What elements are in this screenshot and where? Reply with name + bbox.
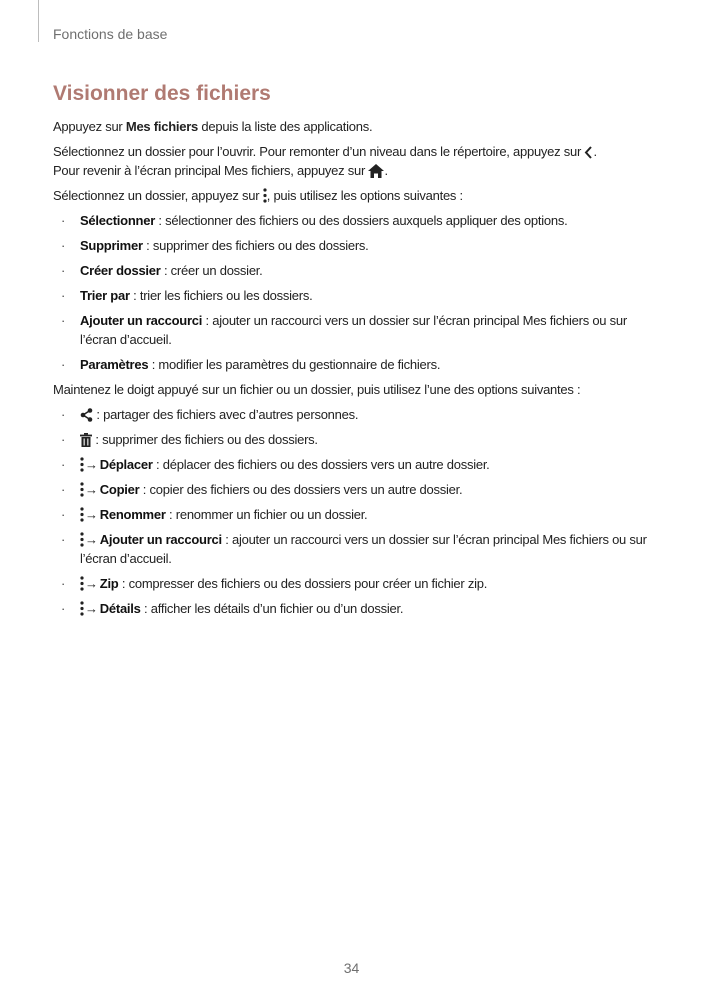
nav-text-2: Pour revenir à l’écran principal Mes fichiers, appuyez sur <box>53 163 369 178</box>
list-item <box>53 355 648 374</box>
option-term: Détails <box>99 601 141 616</box>
list-item <box>53 286 648 305</box>
option-term: Déplacer <box>99 457 153 472</box>
file-options-list <box>53 405 648 618</box>
folder-options-text-end: , puis utilisez les options suivantes : <box>266 188 463 203</box>
option-description: : supprimer des fichiers ou des dossiers. <box>142 238 369 253</box>
option-term: Sélectionner <box>80 213 156 228</box>
arrow: → <box>85 457 98 472</box>
option-description: : copier des fichiers ou des dossiers vers un autre dossier. <box>139 482 463 497</box>
option-description: : partager des fichiers avec d’autres personnes. <box>93 407 359 422</box>
bullet: · <box>61 313 66 328</box>
nav-text-1: Sélectionnez un dossier pour l’ouvrir. Pour remonter d’un niveau dans le répertoire, appuyez sur <box>53 144 585 159</box>
home-icon <box>368 164 384 178</box>
navigation-paragraph <box>53 142 648 180</box>
option-term: Ajouter un raccourci <box>99 532 222 547</box>
bullet: · <box>61 238 66 253</box>
bullet: · <box>61 213 66 228</box>
list-item <box>53 599 648 618</box>
list-item <box>53 505 648 524</box>
option-term: Ajouter un raccourci <box>80 313 203 328</box>
option-term: Zip <box>99 576 119 591</box>
option-term: Supprimer <box>80 238 143 253</box>
option-description: : modifier les paramètres du gestionnaire de fichiers. <box>148 357 441 372</box>
more-options-icon <box>80 482 84 497</box>
list-item <box>53 311 648 349</box>
option-description: : trier les fichiers ou les dossiers. <box>129 288 313 303</box>
running-header: Fonctions de base <box>53 26 168 42</box>
list-item <box>53 405 648 424</box>
nav-text-2-end: . <box>384 163 388 178</box>
option-description: : afficher les détails d’un fichier ou d’un dossier. <box>140 601 404 616</box>
option-description: : compresser des fichiers ou des dossiers pour créer un fichier zip. <box>118 576 488 591</box>
arrow: → <box>85 482 98 497</box>
nav-text-1-end: . <box>593 144 597 159</box>
arrow: → <box>85 507 98 522</box>
bullet: · <box>61 263 66 278</box>
more-options-icon <box>80 457 84 472</box>
bullet: · <box>61 457 66 472</box>
option-term: Créer dossier <box>80 263 161 278</box>
app-name: Mes fichiers <box>125 119 199 134</box>
option-term: Trier par <box>80 288 130 303</box>
option-description: : ajouter un raccourci vers un dossier sur l’écran principal Mes fichiers ou sur l’écran d’accueil. <box>80 532 647 566</box>
bullet: · <box>61 482 66 497</box>
option-description: : sélectionner des fichiers ou des dossiers auxquels appliquer des options. <box>155 213 568 228</box>
page-content <box>53 117 648 624</box>
bullet: · <box>61 432 66 447</box>
bullet: · <box>61 601 66 616</box>
option-description: : supprimer des fichiers ou des dossiers. <box>92 432 318 447</box>
trash-icon <box>80 433 92 447</box>
option-description: : déplacer des fichiers ou des dossiers vers un autre dossier. <box>152 457 490 472</box>
option-term: Paramètres <box>80 357 149 372</box>
arrow: → <box>85 532 98 547</box>
list-item <box>53 530 648 568</box>
more-options-icon <box>80 576 84 591</box>
bullet: · <box>61 407 66 422</box>
bullet: · <box>61 532 66 547</box>
arrow: → <box>85 576 98 591</box>
list-item <box>53 430 648 449</box>
more-options-icon <box>80 532 84 547</box>
arrow: → <box>85 601 98 616</box>
intro-paragraph <box>53 117 648 136</box>
option-term: Renommer <box>99 507 166 522</box>
share-icon <box>80 408 93 422</box>
folder-options-list <box>53 211 648 374</box>
option-description: : renommer un fichier ou un dossier. <box>165 507 368 522</box>
list-item <box>53 574 648 593</box>
more-options-icon <box>80 507 84 522</box>
bullet: · <box>61 288 66 303</box>
list-item <box>53 236 648 255</box>
bullet: · <box>61 576 66 591</box>
option-description: : ajouter un raccourci vers un dossier sur l’écran principal Mes fichiers ou sur l’écran d’accueil. <box>80 313 627 347</box>
page-title: Visionner des fichiers <box>53 82 271 105</box>
list-item <box>53 480 648 499</box>
bullet: · <box>61 357 66 372</box>
header-side-rule <box>38 0 39 42</box>
list-item <box>53 261 648 280</box>
intro-text: Appuyez sur <box>53 119 126 134</box>
bullet: · <box>61 507 66 522</box>
intro-text-end: depuis la liste des applications. <box>198 119 373 134</box>
list-item <box>53 211 648 230</box>
list-item <box>53 455 648 474</box>
folder-options-text: Sélectionnez un dossier, appuyez sur <box>53 188 263 203</box>
more-options-icon <box>80 601 84 616</box>
option-term: Copier <box>99 482 140 497</box>
file-options-paragraph: Maintenez le doigt appuyé sur un fichier ou un dossier, puis utilisez l’une des options suivantes : <box>53 382 581 397</box>
folder-options-paragraph <box>53 186 648 205</box>
option-description: : créer un dossier. <box>160 263 263 278</box>
page-number: 34 <box>343 960 360 976</box>
